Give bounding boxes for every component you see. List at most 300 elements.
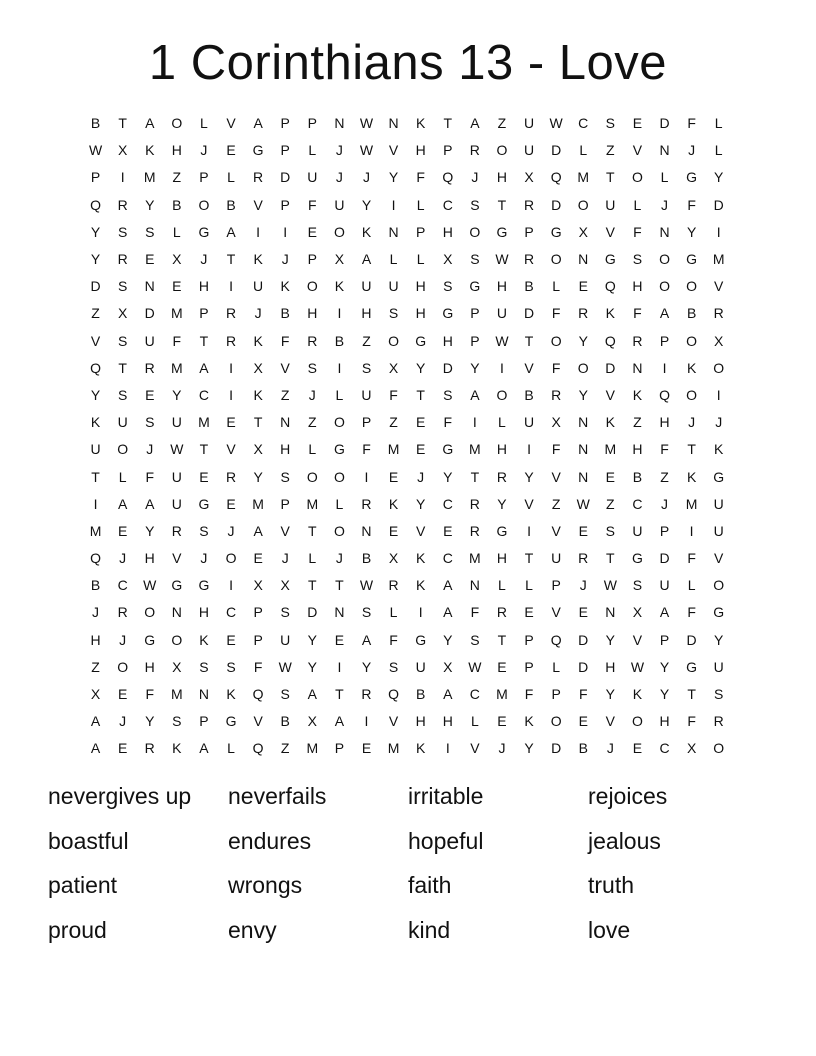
- grid-letter: K: [145, 142, 155, 159]
- grid-letter: I: [364, 468, 369, 485]
- grid-letter: U: [388, 278, 399, 295]
- grid-letter: S: [117, 223, 128, 240]
- grid-letter: H: [90, 631, 101, 648]
- grid-letter: A: [307, 686, 317, 703]
- grid-letter: D: [659, 550, 670, 567]
- grid-letter: C: [442, 550, 453, 567]
- grid-letter: G: [713, 604, 725, 621]
- grid-letter: S: [307, 359, 317, 376]
- grid-letter: F: [362, 441, 371, 458]
- grid-letter: Z: [280, 740, 290, 757]
- grid-letter: O: [333, 468, 345, 485]
- grid-letter: E: [117, 686, 128, 703]
- grid-letter: W: [495, 332, 509, 349]
- grid-letter: K: [632, 686, 643, 703]
- grid-letter: I: [445, 740, 450, 757]
- grid-letter: P: [90, 169, 101, 186]
- grid-letter: K: [253, 386, 263, 403]
- grid-letter: S: [361, 604, 372, 621]
- grid-letter: R: [632, 332, 643, 349]
- grid-letter: C: [659, 740, 670, 757]
- grid-letter: D: [551, 142, 562, 159]
- word-list-item: kind: [408, 916, 451, 943]
- grid-letter: R: [551, 386, 562, 403]
- grid-letter: S: [443, 278, 453, 295]
- grid-letter: Y: [416, 359, 426, 376]
- word-list-item: endures: [228, 827, 312, 854]
- grid-letter: G: [686, 169, 698, 186]
- grid-letter: Q: [550, 631, 562, 648]
- grid-letter: G: [604, 251, 616, 268]
- grid-letter: K: [632, 386, 643, 403]
- grid-letter: H: [442, 332, 453, 349]
- grid-letter: K: [416, 115, 426, 132]
- grid-letter: F: [389, 386, 398, 403]
- grid-letter: R: [469, 522, 480, 539]
- grid-letter: E: [578, 278, 588, 295]
- grid-letter: Y: [497, 495, 507, 512]
- grid-letter: N: [578, 468, 589, 485]
- grid-row: [82, 246, 734, 273]
- grid-letter: R: [469, 495, 480, 512]
- word-list: [48, 774, 788, 952]
- grid-letter: Z: [389, 414, 398, 431]
- grid-letter: S: [145, 414, 155, 431]
- grid-row: [82, 164, 734, 191]
- grid-letter: H: [144, 658, 155, 675]
- grid-letter: G: [550, 223, 562, 240]
- grid-letter: A: [226, 223, 236, 240]
- grid-letter: S: [388, 305, 399, 322]
- grid-letter: J: [281, 550, 289, 567]
- grid-letter: U: [713, 495, 724, 512]
- word-list-item: love: [588, 916, 631, 943]
- grid-letter: H: [198, 278, 209, 295]
- grid-letter: A: [361, 251, 372, 268]
- grid-row: [82, 599, 734, 626]
- grid-letter: X: [90, 686, 101, 703]
- grid-letter: R: [496, 468, 508, 485]
- grid-letter: I: [716, 386, 721, 403]
- grid-letter: J: [688, 414, 696, 431]
- grid-row: [82, 137, 734, 164]
- grid-letter: I: [662, 359, 667, 376]
- grid-letter: G: [713, 468, 725, 485]
- grid-letter: Y: [605, 686, 615, 703]
- grid-letter: Q: [442, 169, 454, 186]
- grid-letter: F: [389, 631, 398, 648]
- grid-letter: M: [496, 686, 508, 703]
- grid-letter: F: [253, 658, 263, 675]
- grid-letter: F: [687, 115, 696, 132]
- grid-letter: J: [362, 169, 370, 186]
- grid-letter: V: [280, 359, 290, 376]
- grid-letter: X: [388, 359, 399, 376]
- grid-letter: H: [442, 713, 453, 730]
- grid-letter: T: [118, 359, 127, 376]
- grid-letter: T: [335, 577, 344, 594]
- grid-letter: P: [253, 604, 263, 621]
- grid-letter: B: [578, 740, 588, 757]
- grid-letter: R: [578, 550, 589, 567]
- grid-letter: S: [605, 522, 615, 539]
- grid-letter: H: [280, 441, 291, 458]
- grid-letter: F: [308, 196, 317, 213]
- grid-letter: O: [171, 631, 183, 648]
- grid-letter: S: [632, 251, 643, 268]
- grid-letter: L: [227, 169, 235, 186]
- grid-letter: L: [227, 740, 235, 757]
- grid-letter: I: [364, 713, 369, 730]
- grid-letter: W: [576, 495, 590, 512]
- grid-letter: G: [469, 278, 481, 295]
- grid-letter: Q: [604, 278, 616, 295]
- grid-letter: L: [498, 414, 506, 431]
- grid-letter: U: [171, 495, 182, 512]
- grid-letter: F: [687, 196, 696, 213]
- grid-letter: T: [416, 386, 425, 403]
- grid-letter: X: [524, 169, 534, 186]
- grid-letter: H: [171, 142, 182, 159]
- grid-letter: H: [496, 169, 508, 186]
- grid-letter: I: [689, 522, 694, 539]
- grid-letter: H: [496, 278, 508, 295]
- grid-letter: K: [416, 740, 426, 757]
- grid-letter: T: [335, 686, 344, 703]
- grid-letter: I: [283, 223, 288, 240]
- grid-letter: K: [686, 359, 697, 376]
- grid-letter: Q: [90, 196, 101, 213]
- grid-letter: Z: [633, 414, 642, 431]
- grid-letter: N: [632, 359, 643, 376]
- grid-letter: B: [226, 196, 236, 213]
- grid-letter: Y: [145, 713, 155, 730]
- grid-letter: I: [337, 305, 342, 322]
- grid-letter: T: [118, 115, 127, 132]
- grid-letter: L: [335, 495, 344, 512]
- grid-letter: V: [280, 522, 290, 539]
- grid-letter: O: [496, 386, 508, 403]
- grid-letter: P: [524, 631, 534, 648]
- grid-letter: E: [443, 522, 453, 539]
- grid-letter: C: [442, 196, 453, 213]
- grid-letter: J: [200, 550, 208, 567]
- grid-letter: U: [171, 414, 182, 431]
- grid-letter: R: [496, 604, 508, 621]
- grid-letter: H: [415, 278, 426, 295]
- grid-letter: V: [416, 522, 426, 539]
- grid-letter: Y: [686, 223, 697, 240]
- grid-letter: W: [359, 115, 374, 132]
- grid-letter: P: [280, 115, 290, 132]
- grid-letter: I: [229, 278, 233, 295]
- grid-letter: I: [527, 522, 531, 539]
- grid-letter: J: [119, 631, 127, 648]
- grid-letter: L: [308, 142, 317, 159]
- grid-letter: X: [632, 604, 643, 621]
- grid-letter: R: [523, 196, 535, 213]
- grid-letter: Q: [659, 386, 670, 403]
- grid-letter: O: [686, 332, 698, 349]
- grid-letter: A: [145, 115, 155, 132]
- grid-letter: K: [199, 631, 209, 648]
- grid-letter: W: [170, 441, 184, 458]
- grid-letter: E: [578, 604, 588, 621]
- grid-letter: K: [388, 495, 399, 512]
- grid-letter: O: [117, 441, 129, 458]
- grid-letter: O: [496, 142, 508, 159]
- grid-letter: X: [551, 414, 561, 431]
- grid-letter: A: [253, 115, 263, 132]
- grid-letter: A: [199, 740, 209, 757]
- grid-letter: E: [199, 468, 209, 485]
- grid-letter: B: [280, 713, 290, 730]
- grid-letter: A: [90, 740, 101, 757]
- grid-letter: J: [119, 550, 127, 567]
- word-list-item: faith: [408, 872, 452, 898]
- grid-letter: O: [550, 251, 562, 268]
- grid-letter: Z: [91, 305, 100, 322]
- grid-letter: P: [551, 686, 561, 703]
- grid-letter: F: [524, 686, 534, 703]
- grid-letter: J: [688, 142, 696, 159]
- grid-letter: I: [120, 169, 125, 186]
- grid-letter: L: [687, 577, 696, 594]
- grid-letter: E: [578, 713, 588, 730]
- grid-letter: J: [579, 577, 587, 594]
- grid-letter: J: [335, 142, 343, 159]
- grid-letter: N: [388, 223, 399, 240]
- grid-letter: P: [659, 332, 670, 349]
- grid-letter: U: [307, 169, 318, 186]
- grid-letter: B: [361, 550, 372, 567]
- grid-letter: A: [470, 115, 480, 132]
- grid-row: [82, 436, 734, 463]
- grid-letter: P: [443, 142, 453, 159]
- grid-letter: K: [416, 577, 426, 594]
- word-list-item: jealous: [588, 827, 661, 854]
- grid-letter: Y: [416, 495, 426, 512]
- grid-letter: W: [143, 577, 157, 594]
- grid-letter: F: [687, 604, 696, 621]
- grid-letter: I: [472, 414, 477, 431]
- grid-letter: W: [359, 577, 374, 594]
- grid-letter: E: [524, 604, 534, 621]
- grid-letter: O: [333, 223, 345, 240]
- grid-letter: I: [229, 386, 233, 403]
- grid-letter: A: [117, 495, 128, 512]
- grid-letter: N: [334, 604, 345, 621]
- grid-letter: W: [603, 577, 617, 594]
- grid-row: [82, 491, 734, 518]
- grid-letter: X: [307, 713, 317, 730]
- grid-letter: G: [252, 142, 264, 159]
- grid-letter: E: [226, 631, 236, 648]
- grid-letter: G: [686, 658, 698, 675]
- grid-letter: K: [226, 686, 236, 703]
- grid-letter: G: [333, 441, 345, 458]
- grid-letter: E: [578, 522, 588, 539]
- grid-letter: E: [307, 223, 317, 240]
- grid-letter: T: [253, 414, 263, 431]
- grid-letter: D: [442, 359, 453, 376]
- grid-letter: F: [633, 305, 642, 322]
- grid-letter: M: [306, 740, 319, 757]
- grid-letter: X: [253, 577, 263, 594]
- grid-letter: U: [523, 115, 535, 132]
- grid-letter: J: [200, 142, 208, 159]
- grid-letter: E: [361, 740, 372, 757]
- grid-letter: B: [90, 577, 101, 594]
- grid-letter: Y: [361, 658, 372, 675]
- grid-letter: O: [686, 386, 698, 403]
- grid-letter: L: [308, 550, 317, 567]
- grid-letter: U: [361, 278, 372, 295]
- grid-letter: M: [712, 251, 725, 268]
- grid-letter: K: [524, 713, 534, 730]
- grid-letter: A: [659, 604, 670, 621]
- grid-row: [82, 518, 734, 545]
- grid-letter: Y: [605, 631, 615, 648]
- grid-letter: O: [713, 577, 725, 594]
- grid-letter: V: [388, 713, 399, 730]
- grid-letter: H: [659, 713, 670, 730]
- grid-letter: M: [198, 414, 210, 431]
- grid-letter: E: [226, 414, 236, 431]
- grid-letter: Z: [280, 386, 290, 403]
- grid-row: [82, 681, 734, 708]
- grid-letter: S: [714, 686, 724, 703]
- grid-letter: J: [417, 468, 425, 485]
- grid-letter: V: [388, 142, 399, 159]
- grid-letter: M: [469, 550, 481, 567]
- grid-letter: A: [90, 713, 101, 730]
- grid-letter: U: [280, 631, 291, 648]
- grid-letter: M: [89, 522, 102, 539]
- grid-letter: V: [551, 522, 561, 539]
- grid-letter: P: [416, 223, 426, 240]
- grid-letter: D: [90, 278, 101, 295]
- grid-letter: N: [578, 441, 589, 458]
- grid-letter: K: [605, 305, 615, 322]
- grid-letter: Z: [172, 169, 182, 186]
- grid-row: [82, 328, 734, 355]
- grid-letter: R: [144, 740, 155, 757]
- grid-letter: A: [443, 577, 453, 594]
- grid-letter: R: [225, 332, 237, 349]
- grid-letter: U: [523, 142, 535, 159]
- grid-letter: I: [500, 359, 504, 376]
- grid-letter: O: [686, 278, 698, 295]
- grid-letter: B: [172, 196, 182, 213]
- grid-letter: D: [280, 169, 291, 186]
- grid-letter: S: [470, 251, 480, 268]
- grid-letter: W: [495, 251, 509, 268]
- grid-letter: F: [470, 604, 480, 621]
- grid-letter: O: [659, 278, 670, 295]
- grid-letter: L: [633, 196, 642, 213]
- grid-letter: H: [496, 441, 508, 458]
- grid-letter: J: [308, 386, 316, 403]
- grid-letter: Y: [470, 359, 480, 376]
- grid-letter: D: [551, 196, 562, 213]
- grid-letter: S: [605, 115, 615, 132]
- grid-letter: L: [498, 577, 506, 594]
- grid-letter: R: [117, 604, 128, 621]
- grid-letter: S: [280, 604, 290, 621]
- grid-letter: E: [334, 631, 345, 648]
- grid-letter: H: [361, 305, 372, 322]
- word-list-item: nevergives up: [48, 783, 192, 809]
- grid-letter: L: [172, 223, 181, 240]
- grid-letter: G: [198, 577, 210, 594]
- grid-row: [82, 300, 734, 327]
- grid-letter: K: [416, 550, 426, 567]
- grid-letter: R: [253, 169, 264, 186]
- grid-letter: V: [714, 278, 724, 295]
- grid-letter: D: [578, 658, 589, 675]
- grid-letter: N: [334, 115, 345, 132]
- grid-row: [82, 110, 734, 137]
- grid-letter: B: [524, 278, 534, 295]
- grid-letter: T: [470, 468, 480, 485]
- grid-letter: K: [253, 332, 263, 349]
- grid-letter: V: [172, 550, 182, 567]
- word-list-item: patient: [48, 872, 118, 898]
- grid-letter: N: [469, 577, 480, 594]
- grid-letter: I: [418, 604, 423, 621]
- grid-letter: U: [659, 577, 670, 594]
- grid-row: [82, 545, 734, 572]
- grid-letter: I: [229, 577, 233, 594]
- letter-grid: [82, 110, 734, 763]
- grid-letter: V: [551, 604, 561, 621]
- grid-letter: S: [280, 468, 290, 485]
- grid-letter: L: [200, 115, 208, 132]
- grid-letter: E: [605, 468, 615, 485]
- grid-letter: G: [198, 495, 210, 512]
- grid-letter: M: [143, 169, 156, 186]
- grid-letter: N: [578, 414, 589, 431]
- grid-letter: T: [687, 441, 696, 458]
- grid-letter: P: [470, 332, 480, 349]
- grid-letter: N: [659, 142, 670, 159]
- grid-letter: Q: [90, 550, 101, 567]
- grid-letter: K: [253, 251, 263, 268]
- grid-letter: Y: [90, 223, 101, 240]
- grid-letter: G: [442, 305, 454, 322]
- grid-letter: J: [227, 522, 235, 539]
- word-list-item: hopeful: [408, 827, 484, 854]
- page-title: 1 Corinthians 13 - Love: [148, 36, 668, 90]
- grid-letter: Z: [551, 495, 561, 512]
- grid-letter: H: [198, 604, 209, 621]
- grid-letter: Y: [443, 631, 453, 648]
- grid-letter: Q: [252, 740, 264, 757]
- grid-letter: J: [498, 740, 506, 757]
- grid-letter: G: [442, 441, 454, 458]
- grid-letter: T: [497, 196, 507, 213]
- grid-letter: P: [307, 115, 317, 132]
- grid-letter: E: [253, 550, 263, 567]
- grid-letter: N: [144, 278, 155, 295]
- grid-letter: D: [144, 305, 155, 322]
- grid-letter: P: [280, 495, 290, 512]
- grid-letter: M: [170, 686, 183, 703]
- grid-letter: G: [225, 713, 237, 730]
- grid-letter: S: [117, 332, 128, 349]
- grid-row: [82, 192, 734, 219]
